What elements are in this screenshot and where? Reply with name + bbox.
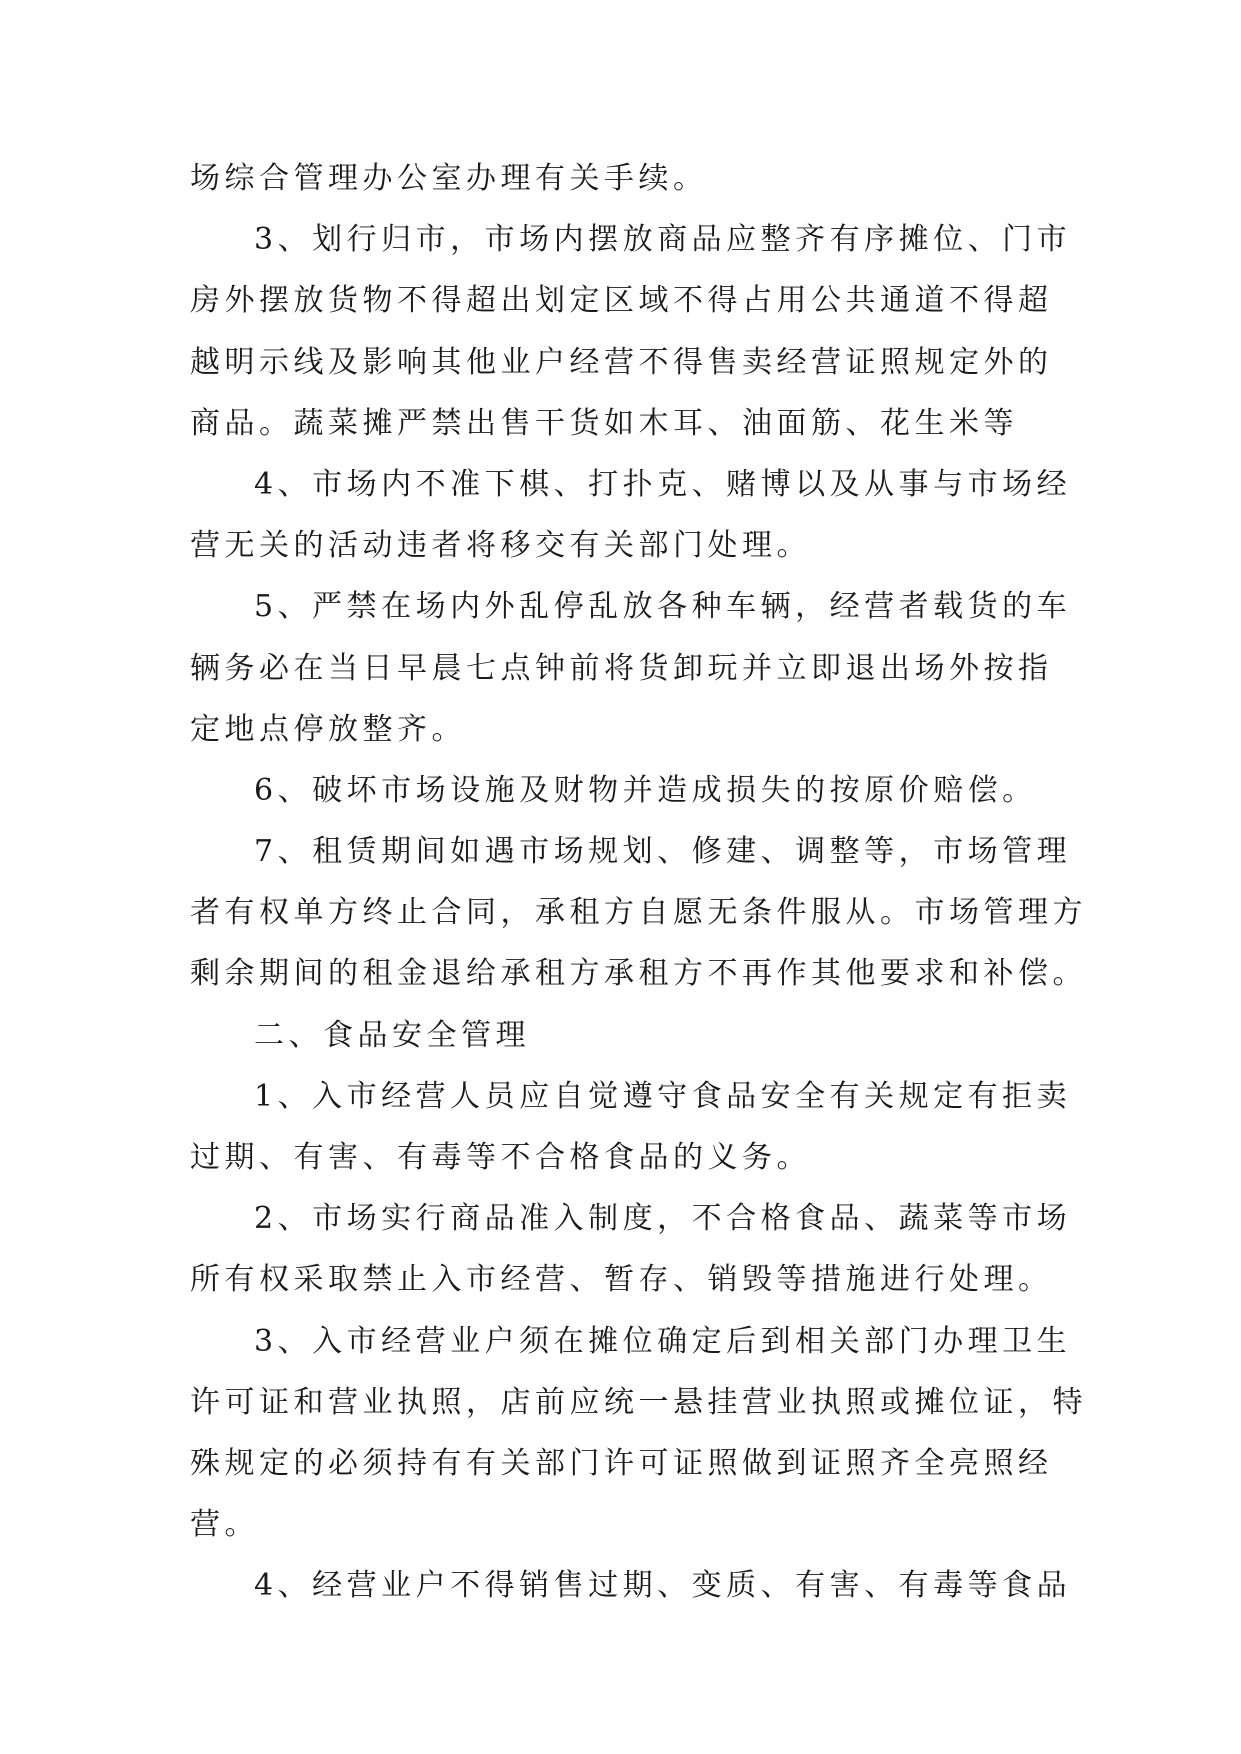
text-line: 2、市场实行商品准入制度，不合格食品、蔬菜等市场: [254, 1201, 1072, 1237]
text-line: 4、经营业户不得销售过期、变质、有害、有毒等食品: [254, 1568, 1072, 1604]
text-line: 6、破坏市场设施及财物并造成损失的按原价赔偿。: [254, 772, 1037, 808]
text-line: 3、入市经营业户须在摊位确定后到相关部门办理卫生: [254, 1323, 1072, 1359]
text-line: 营。: [190, 1507, 259, 1543]
text-line: 7、租赁期间如遇市场规划、修建、调整等，市场管理: [254, 834, 1072, 870]
text-line: 者有权单方终止合同，承租方自愿无条件服从。市场管理方: [190, 895, 1087, 931]
text-line: 营无关的活动违者将移交有关部门处理。: [190, 528, 811, 564]
text-line: 1、入市经营人员应自觉遵守食品安全有关规定有拒卖: [254, 1078, 1072, 1114]
text-line: 商品。蔬菜摊严禁出售干货如木耳、油面筋、花生米等: [190, 405, 1018, 441]
text-line: 过期、有害、有毒等不合格食品的义务。: [190, 1140, 811, 1175]
section-heading: 二、食品安全管理: [254, 1017, 530, 1053]
text-line: 剩余期间的租金退给承租方承租方不再作其他要求和补偿。: [190, 956, 1087, 992]
text-line: 3、划行归市，市场内摆放商品应整齐有序摊位、门市: [254, 222, 1072, 258]
text-line: 所有权采取禁止入市经营、暂存、销毁等措施进行处理。: [190, 1262, 1053, 1298]
text-line: 殊规定的必须持有有关部门许可证照做到证照齐全亮照经: [190, 1445, 1053, 1481]
text-line: 许可证和营业执照，店前应统一悬挂营业执照或摊位证，特: [190, 1384, 1087, 1420]
text-line: 5、严禁在场内外乱停乱放各种车辆，经营者载货的车: [254, 589, 1072, 625]
text-line: 辆务必在当日早晨七点钟前将货卸玩并立即退出场外按指: [190, 650, 1053, 686]
text-line: 房外摆放货物不得超出划定区域不得占用公共通道不得超: [190, 283, 1053, 319]
text-line: 4、市场内不准下棋、打扑克、赌博以及从事与市场经: [254, 466, 1072, 502]
document-body: [190, 155, 1087, 1624]
text-line: 越明示线及影响其他业户经营不得售卖经营证照规定外的: [190, 344, 1053, 380]
text-line: 场综合管理办公室办理有关手续。: [190, 161, 708, 196]
text-line: 定地点停放整齐。: [190, 711, 466, 747]
